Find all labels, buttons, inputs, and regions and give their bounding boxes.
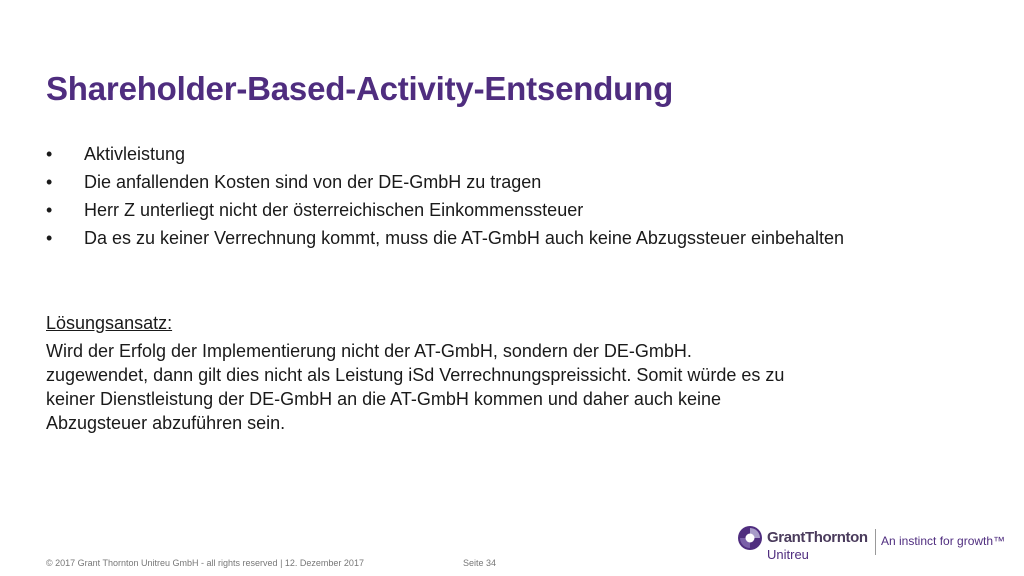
bullet-item [46, 142, 846, 166]
logo-subname: Unitreu [767, 547, 809, 562]
grant-thornton-logo [737, 525, 1006, 565]
bullet-text: Aktivleistung [84, 144, 186, 164]
slide-title: Shareholder-Based-Activity-Entsendung [46, 70, 674, 107]
logo-mark-icon [737, 525, 763, 551]
bullet-marker: • [46, 172, 53, 192]
bullet-text: Die anfallenden Kosten sind von der DE-GmbH zu tragen [84, 172, 542, 192]
bullet-item [46, 198, 846, 222]
footer-copyright: © 2017 Grant Thornton Unitreu GmbH - all rights reserved | 12. Dezember 2017 [46, 558, 364, 568]
solution-text: Wird der Erfolg der Implementierung nicht der AT-GmbH, sondern der DE-GmbH. zugewendet, dann gilt dies nicht als Leistung iSd Verrechnungspreissicht. Somit würde es zu keiner Dienstleistung der DE-GmbH an die AT-GmbH kommen und daher auch keine Abzugsteuer abzuführen sein. [46, 341, 785, 433]
logo-name: GrantThornton [767, 529, 868, 546]
bullet-item [46, 226, 846, 250]
bullet-marker: • [46, 200, 53, 220]
bullet-text: Herr Z unterliegt nicht der österreichischen Einkommenssteuer [84, 200, 584, 220]
bullet-text: Da es zu keiner Verrechnung kommt, muss die AT-GmbH auch keine Abzugssteuer einbehalten [84, 228, 845, 248]
footer-page-number: Seite 34 [463, 558, 497, 568]
bullet-marker: • [46, 228, 53, 248]
solution-section [46, 311, 886, 435]
bullet-marker: • [46, 144, 53, 164]
solution-heading: Lösungsansatz: [46, 313, 173, 333]
logo-tagline: An instinct for growth™ [881, 534, 1006, 548]
logo-divider [875, 529, 876, 555]
bullet-item [46, 170, 846, 194]
bullet-list [46, 142, 846, 254]
